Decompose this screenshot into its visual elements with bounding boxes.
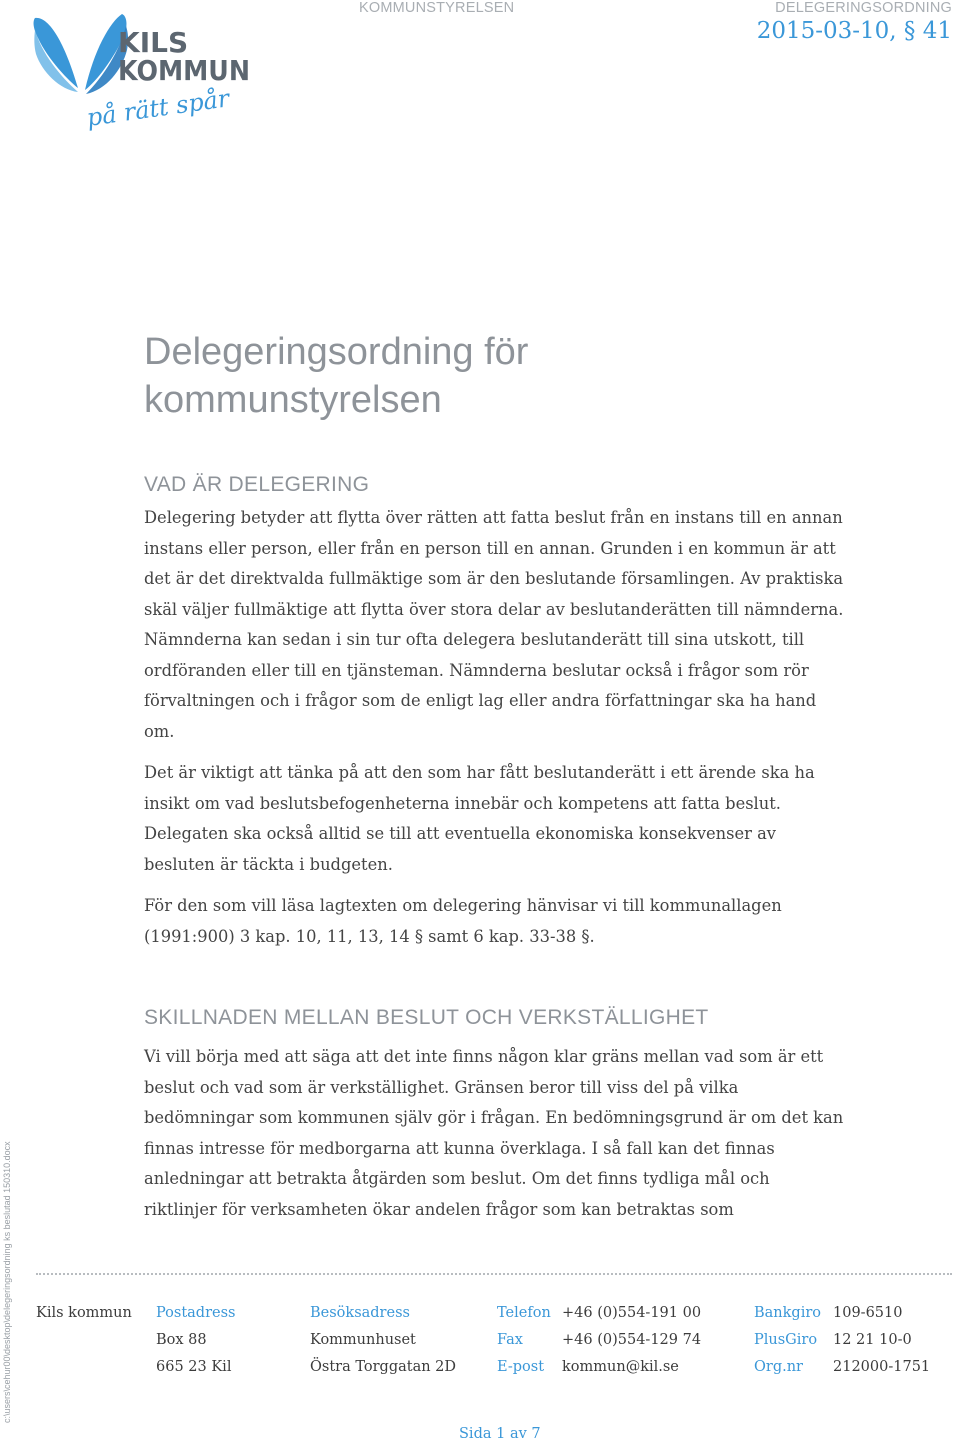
section-vad-ar-delegering — [144, 473, 844, 952]
footer-plusgiro: 12 21 10-0 — [833, 1332, 912, 1348]
header-date: 2015-03-10, § 41 — [756, 18, 952, 44]
footer-finance-values — [833, 1300, 930, 1381]
footer-postadress — [156, 1300, 236, 1381]
document-title — [144, 328, 844, 424]
section-heading: VAD ÄR DELEGERING — [144, 473, 370, 496]
header-department: KOMMUNSTYRELSEN — [359, 0, 515, 16]
footer-divider — [36, 1273, 952, 1275]
logo-tagline: på rätt spår — [84, 84, 231, 132]
footer-label: E-post — [497, 1359, 545, 1375]
footer-org-name: Kils kommun — [36, 1305, 132, 1321]
file-path-label: c:\users\cehur00\desktop\delegeringsordning ks beslutad 150310.docx — [2, 1141, 12, 1423]
footer-label: Org.nr — [754, 1359, 803, 1375]
paragraph: Delegering betyder att flytta över rätten att fatta beslut från en instans till en annan instans eller person, eller från en person till en annan. Grunden i en kommun är att det är det direktvalda fullmäktige som är den beslutande församlingen. Av praktiska skäl väljer fullmäktige att flytta över stora delar av beslutanderätten till nämnderna. Nämnderna kan sedan i sin tur ofta delegera beslutanderätt till sina utskott, till ordföranden eller till en tjänsteman. Nämnderna beslutar också i frågor som rör förvaltningen och i frågor som de enligt lag eller andra författningar ska ha hand om. — [144, 508, 844, 741]
footer-email[interactable]: kommun@kil.se — [562, 1359, 679, 1375]
footer-value: 665 23 Kil — [156, 1359, 232, 1375]
footer-contact-values — [562, 1300, 701, 1381]
footer-fax: +46 (0)554-129 74 — [562, 1332, 702, 1348]
document-title-line1: Delegeringsordning för — [144, 331, 529, 373]
paragraph: Det är viktigt att tänka på att den som har fått beslutanderätt i ett ärende ska ha insikt om vad beslutsbefogenheterna innebär och kompetens att fatta beslut. Delegaten ska också alltid se till att eventuella ekonomiska konsekvenser av besluten är täckta i budgeten. — [144, 763, 815, 874]
logo-text-kils: KILS — [118, 26, 189, 59]
footer-label: Besöksadress — [310, 1305, 410, 1321]
header-document-type: DELEGERINGSORDNING — [775, 0, 952, 16]
kils-kommun-logo — [30, 10, 260, 140]
paragraph: För den som vill läsa lagtexten om delegering hänvisar vi till kommunallagen (1991:900) 3 kap. 10, 11, 13, 14 § samt 6 kap. 33-38 §. — [144, 896, 782, 946]
footer-label: Telefon — [497, 1305, 551, 1321]
section-heading: SKILLNADEN MELLAN BESLUT OCH VERKSTÄLLIGHET — [144, 1006, 709, 1029]
footer-orgnr: 212000-1751 — [833, 1359, 931, 1375]
footer-label: Postadress — [156, 1305, 236, 1321]
footer-value: Kommunhuset — [310, 1332, 416, 1348]
footer-label: Bankgiro — [754, 1305, 822, 1321]
paragraph: Vi vill börja med att säga att det inte finns någon klar gräns mellan vad som är ett beslut och vad som är verkställighet. Gränsen beror till viss del på vilka bedömningar som kommunen själv gör i frågan. En bedömningsgrund är om det kan finnas intresse för medborgarna att kunna överklaga. I så fall kan det finnas anledningar att betrakta åtgärden som beslut. Om det finns tydliga mål och riktlinjer för verksamheten ökar andelen frågor som kan betraktas som — [144, 1047, 844, 1219]
footer-bankgiro: 109-6510 — [833, 1305, 903, 1321]
footer-label: PlusGiro — [754, 1332, 818, 1348]
footer-value: Box 88 — [156, 1332, 207, 1348]
logo-text-kommun: KOMMUN — [118, 54, 250, 87]
footer-besoksadress — [310, 1300, 456, 1381]
footer-phone: +46 (0)554-191 00 — [562, 1305, 702, 1321]
section-beslut-verkstallighet — [144, 1006, 844, 1225]
footer-org — [36, 1300, 132, 1327]
footer-label: Fax — [497, 1332, 523, 1348]
footer-contact-labels — [497, 1300, 551, 1381]
footer-finance-labels — [754, 1300, 821, 1381]
page-number: Sida 1 av 7 — [459, 1426, 541, 1442]
document-title-line2: kommunstyrelsen — [144, 379, 442, 421]
heart-v-icon — [34, 14, 129, 94]
footer-value: Östra Torggatan 2D — [310, 1359, 457, 1375]
